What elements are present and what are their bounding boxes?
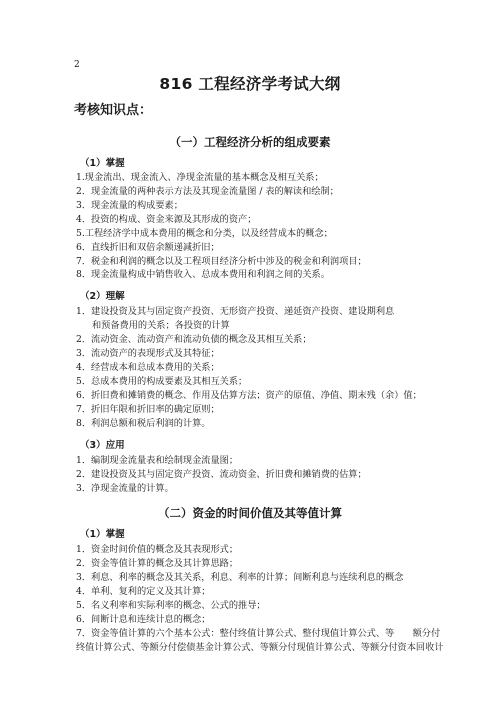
- list-item: 6．直线折旧和双倍余额递减折旧；: [76, 242, 220, 253]
- list-item: 6．折旧费和摊销费的概念、作用及估算方法；资产的原值、净值、期末残（余）值；: [76, 390, 422, 401]
- list-item: 5．名义利率和实际利率的概念、公式的推导；: [76, 600, 266, 611]
- list-item: 5．总成本费用的构成要素及其相互关系；: [76, 376, 248, 387]
- document-title: 816 工程经济学考试大纲: [159, 75, 341, 93]
- list-item: 1.现金流出、现金流入、净现金流量的基本概念及相互关系；: [76, 172, 324, 183]
- list-item: 1．编制现金流量表和绘制现金流量图；: [76, 455, 239, 466]
- list-item: 7．折旧年限和折旧率的确定原则；: [76, 404, 220, 415]
- page-number: 2: [74, 60, 80, 70]
- list-item: 7．资金等值计算的六个基本公式：整付终值计算公式、整付现值计算公式、等 额分付: [76, 628, 441, 639]
- section-2-master-label: （1）掌握: [80, 529, 125, 540]
- list-item: 1．资金时间价值的概念及其表现形式；: [76, 544, 239, 555]
- list-item: 终值计算公式、等额分付偿债基金计算公式、等额分付现值计算公式、等额分付资本回收计: [76, 642, 444, 653]
- list-item: 1．建设投资及其与固定资产投资、无形资产投资、递延资产投资、建设期利息: [76, 306, 395, 317]
- list-item: 8．利润总额和税后利润的计算。: [76, 418, 211, 429]
- list-item: 3．净现金流量的计算。: [76, 483, 174, 494]
- list-item: 3．利息、利率的概念及其关系，利息、利率的计算；间断利息与连续利息的概念: [76, 572, 404, 583]
- list-item: 8．现金流量构成中销售收入、总成本费用和利润之间的关系。: [76, 269, 330, 280]
- list-item: 2．现金流量的两种表示方法及其现金流量图 / 表的解读和绘制；: [76, 186, 339, 197]
- list-item: 4．投资的构成、资金来源及其形成的资产；: [76, 214, 257, 225]
- list-item: 2．资金等值计算的概念及其计算思路；: [76, 558, 239, 569]
- assessment-points-heading: 考核知识点：: [74, 103, 153, 118]
- list-item: 3．现金流量的构成要素；: [76, 200, 183, 211]
- section-1-master-label: （1）掌握: [80, 158, 125, 169]
- section-1-understand-label: （2）理解: [80, 291, 125, 302]
- list-item: 7．税金和利润的概念以及工程项目经济分析中涉及的税金和利润项目；: [76, 256, 367, 267]
- list-item: 3．流动资产的表现形式及其特征；: [76, 348, 220, 359]
- section-2-title: （二）资金的时间价值及其等值计算: [158, 506, 342, 520]
- list-item: 2．流动资金、流动资产和流动负债的概念及其相互关系；: [76, 334, 312, 345]
- section-1-apply-label: （3）应用: [80, 440, 125, 451]
- list-item: 4．经营成本和总成本费用的关系；: [76, 362, 220, 373]
- list-item: 和预备费用的关系；各投资的计算: [92, 320, 230, 331]
- section-1-title: （一）工程经济分析的组成要素: [169, 135, 331, 149]
- list-item: 4．单利、复利的定义及其计算；: [76, 586, 211, 597]
- list-item: 5.工程经济学中成本费用的概念和分类，以及经营成本的概念；: [76, 228, 333, 239]
- list-item: 6．间断计息和连续计息的概念；: [76, 614, 211, 625]
- list-item: 2．建设投资及其与固定资产投资、流动资金、折旧费和摊销费的估算；: [76, 469, 367, 480]
